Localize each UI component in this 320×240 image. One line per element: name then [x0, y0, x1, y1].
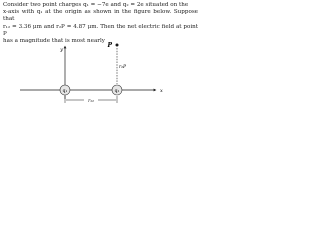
- point-p-label: P: [107, 42, 112, 49]
- problem-line-3: r₁₂ = 3.36 μm and r₂P = 4.87 μm. Then the net electric field at point P: [3, 23, 198, 37]
- r2p-label: r₂P: [119, 65, 126, 70]
- charge-q1: [60, 85, 70, 95]
- r12-label: r₁₂: [88, 99, 94, 104]
- charge-q1-label: q₁: [62, 88, 68, 94]
- x-axis-label: x: [160, 88, 163, 94]
- point-p-dot: [116, 44, 119, 47]
- problem-line-2: x-axis with q₁ at the origin as shown in the figure below. Suppose that: [3, 9, 198, 23]
- charge-q2-label: q₂: [114, 88, 120, 94]
- charge-diagram: [0, 0, 200, 108]
- y-axis-label: y: [60, 47, 63, 53]
- problem-line-1: Consider two point charges q₁ = −7e and q₂ = 2e situated on the: [3, 2, 189, 8]
- page: [0, 0, 200, 108]
- problem-line-4: has a magnitude that is most nearly: [3, 38, 105, 45]
- charge-q2: [112, 85, 122, 95]
